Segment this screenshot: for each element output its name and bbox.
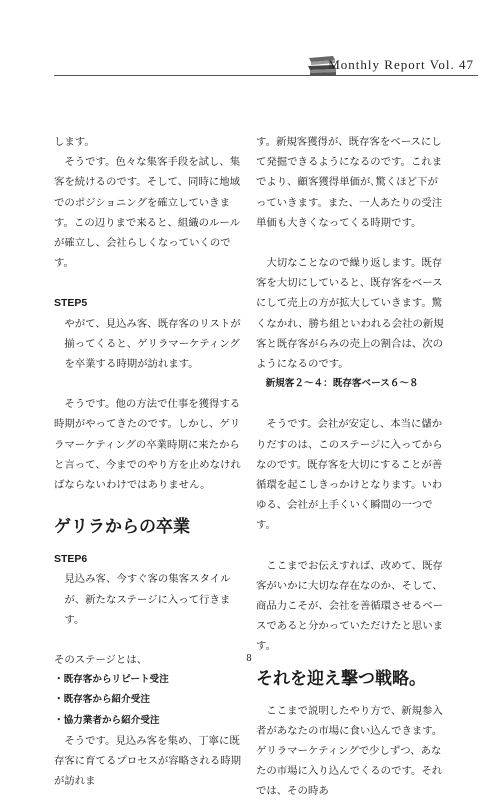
paragraph: します。 bbox=[54, 136, 95, 148]
paragraph: ここまでお伝えすれば、改めて、既存客がいかに大切な存在なのか、そして、商品力こそが、会社を善循環させるベースであると分かっていただけたと思います。 bbox=[256, 559, 444, 653]
paragraph: す。新規客獲得が、既存客をベースにして発掘できるようになるのです。これまでより、顧客獲得単価が､驚くほど下がっていきます。また、一人あたりの受注単価も大きくなってくる時期です。 bbox=[256, 136, 443, 229]
list-item: ・既存客から紹介受注 bbox=[54, 694, 150, 706]
paragraph: そうです。色々な集客手段を試し、集客を続けるのです。そして、同時に地域でのポジショニングを確立していきます。この辺りまで来ると、組織のルールが確立し、会社らしくなっていくのです。 bbox=[54, 156, 241, 270]
paragraph: そうです。見込み客を集め、丁寧に既存客に育てるプロセスが容略される時期が訪れま bbox=[54, 734, 242, 788]
section-heading: ゲリラからの卒業 bbox=[54, 517, 190, 538]
section-heading: それを迎え撃つ戦略。 bbox=[256, 668, 426, 689]
list-item: ・既存客からリピート受注 bbox=[54, 674, 169, 686]
paragraph: 大切なことなので繰り返します。既存客を大切にしていると、既存客をベースにして売上の方が拡大していきます。驚くなかれ、勝ち組といわれる会社の新規客と既存客がらみの売上の割合は、次のようになるのです。 bbox=[256, 257, 444, 371]
right-column bbox=[256, 132, 444, 802]
report-title: Monthly Report Vol. 47 bbox=[328, 57, 474, 72]
ratio-formula: 新規客２～４：既存客ベース６～８ bbox=[265, 378, 419, 390]
paragraph: やがて、見込み客、既存客のリストが揃ってくると、ゲリラマーケティングを卒業する時期が訪れます。 bbox=[64, 317, 241, 371]
step-label: STEP6 bbox=[54, 553, 88, 566]
header-divider bbox=[54, 75, 478, 76]
paragraph: 見込み客、今すぐ客の集客スタイルが、新たなステージに入って行きます。 bbox=[64, 573, 231, 626]
left-column bbox=[54, 132, 242, 791]
page-number: 8 bbox=[246, 654, 252, 664]
paragraph: ここまで説明したやり方で、新規参入者があなたの市場に食い込んできます。ゲリラマーケティングで少しずつ、あなたの市場に入り込んでくるのです。それでは、その時あ bbox=[256, 704, 443, 798]
paragraph: そうです。会社が安定し、本当に儲かりだすのは、このステージに入ってからなのです。既存客を大切にすることが善循環を起こしきっかけとなります。いわゆる、会社が上手くいく瞬間の一つです。 bbox=[256, 418, 443, 532]
step-label: STEP5 bbox=[54, 297, 88, 310]
list-item: ・協力業者から紹介受注 bbox=[54, 714, 160, 726]
paragraph: そうです。他の方法で仕事を獲得する時期がやってきたのです。しかし、ゲリラマーケティングの卒業時期に来たからと言って、今までのやり方を止めなければならないわけではありません。 bbox=[54, 398, 241, 492]
paragraph: そのステージとは、 bbox=[54, 654, 148, 667]
